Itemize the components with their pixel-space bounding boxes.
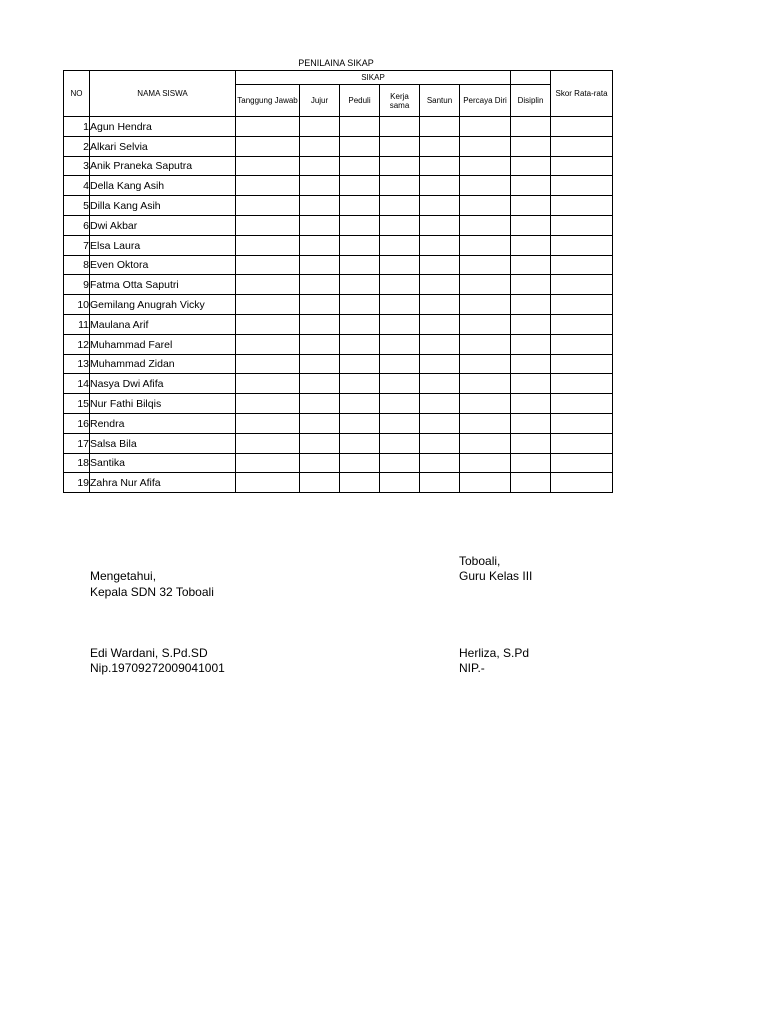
score-cell: [460, 394, 511, 414]
student-name: Della Kang Asih: [90, 176, 236, 196]
score-cell: [236, 394, 300, 414]
score-cell: [380, 275, 420, 295]
score-cell: [420, 453, 460, 473]
row-number: 12: [64, 334, 90, 354]
row-number: 13: [64, 354, 90, 374]
score-cell: [420, 374, 460, 394]
table-row: [64, 215, 613, 235]
score-cell: [300, 314, 340, 334]
score-cell: [420, 354, 460, 374]
student-name: Santika: [90, 453, 236, 473]
score-cell: [511, 117, 551, 137]
student-name: Gemilang Anugrah Vicky: [90, 295, 236, 315]
table-row: [64, 394, 613, 414]
score-cell: [551, 334, 613, 354]
score-cell: [300, 413, 340, 433]
score-cell: [300, 334, 340, 354]
score-cell: [420, 255, 460, 275]
score-cell: [551, 235, 613, 255]
score-cell: [551, 314, 613, 334]
score-cell: [340, 295, 380, 315]
score-cell: [460, 295, 511, 315]
header-column: Tanggung Jawab: [236, 85, 300, 117]
score-cell: [551, 374, 613, 394]
score-cell: [420, 136, 460, 156]
score-cell: [236, 374, 300, 394]
score-cell: [340, 374, 380, 394]
signature-place: Toboali,: [459, 554, 501, 568]
header-column: Kerja sama: [380, 85, 420, 117]
student-name: Dilla Kang Asih: [90, 196, 236, 216]
score-cell: [300, 176, 340, 196]
student-name: Muhammad Farel: [90, 334, 236, 354]
score-cell: [236, 196, 300, 216]
header-column: Percaya Diri: [460, 85, 511, 117]
row-number: 11: [64, 314, 90, 334]
signature-principal-role: Kepala SDN 32 Toboali: [90, 585, 214, 599]
score-cell: [300, 235, 340, 255]
score-cell: [551, 394, 613, 414]
score-cell: [511, 156, 551, 176]
score-cell: [380, 156, 420, 176]
signature-teacher-id: NIP.-: [459, 661, 485, 675]
score-cell: [460, 255, 511, 275]
student-name: Muhammad Zidan: [90, 354, 236, 374]
score-cell: [511, 136, 551, 156]
score-cell: [460, 136, 511, 156]
assessment-table: [63, 70, 613, 493]
score-cell: [460, 117, 511, 137]
score-cell: [236, 314, 300, 334]
score-cell: [511, 176, 551, 196]
score-cell: [300, 453, 340, 473]
score-cell: [380, 394, 420, 414]
score-cell: [380, 176, 420, 196]
table-row: [64, 354, 613, 374]
score-cell: [300, 354, 340, 374]
table-row: [64, 255, 613, 275]
score-cell: [380, 196, 420, 216]
score-cell: [460, 433, 511, 453]
score-cell: [236, 156, 300, 176]
score-cell: [420, 473, 460, 493]
score-cell: [551, 176, 613, 196]
score-cell: [236, 275, 300, 295]
header-column: Jujur: [300, 85, 340, 117]
row-number: 2: [64, 136, 90, 156]
header-name: NAMA SISWA: [90, 71, 236, 117]
header-score: Skor Rata-rata: [551, 71, 613, 117]
signature-teacher-role: Guru Kelas III: [459, 569, 533, 583]
student-name: Rendra: [90, 413, 236, 433]
score-cell: [551, 156, 613, 176]
row-number: 18: [64, 453, 90, 473]
score-cell: [236, 295, 300, 315]
row-number: 1: [64, 117, 90, 137]
score-cell: [511, 196, 551, 216]
score-cell: [236, 235, 300, 255]
score-cell: [420, 275, 460, 295]
score-cell: [236, 136, 300, 156]
score-cell: [380, 433, 420, 453]
row-number: 6: [64, 215, 90, 235]
table-row: [64, 235, 613, 255]
score-cell: [340, 136, 380, 156]
table-row: [64, 295, 613, 315]
row-number: 5: [64, 196, 90, 216]
score-cell: [460, 453, 511, 473]
student-name: Dwi Akbar: [90, 215, 236, 235]
score-cell: [340, 394, 380, 414]
score-cell: [236, 413, 300, 433]
score-cell: [340, 235, 380, 255]
score-cell: [380, 453, 420, 473]
score-cell: [380, 136, 420, 156]
score-cell: [551, 117, 613, 137]
score-cell: [300, 196, 340, 216]
score-cell: [340, 156, 380, 176]
table-row: [64, 374, 613, 394]
row-number: 8: [64, 255, 90, 275]
score-cell: [511, 215, 551, 235]
student-name: Salsa Bila: [90, 433, 236, 453]
score-cell: [460, 176, 511, 196]
score-cell: [236, 453, 300, 473]
score-cell: [300, 433, 340, 453]
score-cell: [551, 255, 613, 275]
score-cell: [380, 354, 420, 374]
score-cell: [380, 413, 420, 433]
score-cell: [340, 354, 380, 374]
score-cell: [380, 473, 420, 493]
header-column: Disiplin: [511, 85, 551, 117]
header-column: Peduli: [340, 85, 380, 117]
score-cell: [340, 334, 380, 354]
score-cell: [380, 235, 420, 255]
score-cell: [236, 176, 300, 196]
header-no: NO: [64, 71, 90, 117]
signature-teacher-name: Herliza, S.Pd: [459, 646, 530, 660]
score-cell: [511, 413, 551, 433]
score-cell: [460, 235, 511, 255]
score-cell: [551, 215, 613, 235]
score-cell: [300, 275, 340, 295]
table-row: [64, 176, 613, 196]
document-title: PENILAINA SIKAP: [298, 58, 374, 68]
table-row: [64, 473, 613, 493]
signature-principal-name: Edi Wardani, S.Pd.SD: [90, 646, 208, 660]
score-cell: [236, 334, 300, 354]
table-row: [64, 314, 613, 334]
score-cell: [380, 117, 420, 137]
score-cell: [420, 235, 460, 255]
score-cell: [420, 334, 460, 354]
score-cell: [340, 473, 380, 493]
student-name: Nur Fathi Bilqis: [90, 394, 236, 414]
score-cell: [551, 196, 613, 216]
score-cell: [460, 334, 511, 354]
score-cell: [340, 255, 380, 275]
score-cell: [420, 215, 460, 235]
score-cell: [460, 196, 511, 216]
score-cell: [511, 354, 551, 374]
score-cell: [236, 354, 300, 374]
table-row: [64, 433, 613, 453]
score-cell: [460, 275, 511, 295]
score-cell: [460, 215, 511, 235]
score-cell: [420, 196, 460, 216]
table-row: [64, 334, 613, 354]
student-name: Fatma Otta Saputri: [90, 275, 236, 295]
score-cell: [460, 374, 511, 394]
score-cell: [551, 354, 613, 374]
score-cell: [380, 215, 420, 235]
row-number: 17: [64, 433, 90, 453]
table-row: [64, 136, 613, 156]
score-cell: [380, 255, 420, 275]
score-cell: [236, 215, 300, 235]
row-number: 7: [64, 235, 90, 255]
score-cell: [511, 374, 551, 394]
score-cell: [551, 295, 613, 315]
student-name: Nasya Dwi Afifa: [90, 374, 236, 394]
row-number: 3: [64, 156, 90, 176]
student-name: Alkari Selvia: [90, 136, 236, 156]
score-cell: [340, 215, 380, 235]
score-cell: [460, 413, 511, 433]
score-cell: [511, 453, 551, 473]
score-cell: [380, 334, 420, 354]
score-cell: [380, 374, 420, 394]
score-cell: [300, 117, 340, 137]
score-cell: [511, 235, 551, 255]
score-cell: [511, 394, 551, 414]
table-row: [64, 275, 613, 295]
score-cell: [300, 215, 340, 235]
score-cell: [340, 176, 380, 196]
score-cell: [380, 314, 420, 334]
score-cell: [551, 413, 613, 433]
row-number: 14: [64, 374, 90, 394]
score-cell: [511, 473, 551, 493]
score-cell: [420, 413, 460, 433]
student-name: Zahra Nur Afifa: [90, 473, 236, 493]
score-cell: [300, 136, 340, 156]
score-cell: [236, 473, 300, 493]
score-cell: [300, 473, 340, 493]
student-name: Maulana Arif: [90, 314, 236, 334]
score-cell: [340, 196, 380, 216]
score-cell: [511, 334, 551, 354]
table-row: [64, 117, 613, 137]
header-column: Santun: [420, 85, 460, 117]
score-cell: [551, 433, 613, 453]
student-name: Elsa Laura: [90, 235, 236, 255]
score-cell: [420, 433, 460, 453]
score-cell: [420, 156, 460, 176]
score-cell: [511, 314, 551, 334]
table-row: [64, 453, 613, 473]
score-cell: [340, 314, 380, 334]
score-cell: [460, 314, 511, 334]
score-cell: [236, 117, 300, 137]
score-cell: [300, 255, 340, 275]
score-cell: [236, 433, 300, 453]
table-row: [64, 196, 613, 216]
score-cell: [300, 374, 340, 394]
table-row: [64, 413, 613, 433]
score-cell: [511, 295, 551, 315]
score-cell: [380, 295, 420, 315]
row-number: 9: [64, 275, 90, 295]
score-cell: [551, 275, 613, 295]
row-number: 19: [64, 473, 90, 493]
score-cell: [300, 295, 340, 315]
score-cell: [340, 453, 380, 473]
score-cell: [551, 473, 613, 493]
score-cell: [340, 433, 380, 453]
row-number: 10: [64, 295, 90, 315]
signature-principal-id: Nip.19709272009041001: [90, 661, 225, 675]
score-cell: [300, 394, 340, 414]
score-cell: [300, 156, 340, 176]
table-row: [64, 156, 613, 176]
row-number: 15: [64, 394, 90, 414]
signature-acknowledged: Mengetahui,: [90, 569, 157, 583]
header-group-sikap: SIKAP: [236, 71, 511, 85]
score-cell: [420, 394, 460, 414]
score-cell: [236, 255, 300, 275]
score-cell: [460, 354, 511, 374]
score-cell: [420, 176, 460, 196]
row-number: 4: [64, 176, 90, 196]
student-name: Anik Praneka Saputra: [90, 156, 236, 176]
score-cell: [511, 433, 551, 453]
score-cell: [420, 295, 460, 315]
score-cell: [551, 453, 613, 473]
row-number: 16: [64, 413, 90, 433]
score-cell: [340, 117, 380, 137]
student-name: Even Oktora: [90, 255, 236, 275]
header-empty-cell: [511, 71, 551, 85]
score-cell: [460, 473, 511, 493]
score-cell: [420, 314, 460, 334]
score-cell: [340, 275, 380, 295]
score-cell: [420, 117, 460, 137]
score-cell: [460, 156, 511, 176]
score-cell: [551, 136, 613, 156]
student-name: Agun Hendra: [90, 117, 236, 137]
score-cell: [511, 255, 551, 275]
score-cell: [511, 275, 551, 295]
score-cell: [340, 413, 380, 433]
